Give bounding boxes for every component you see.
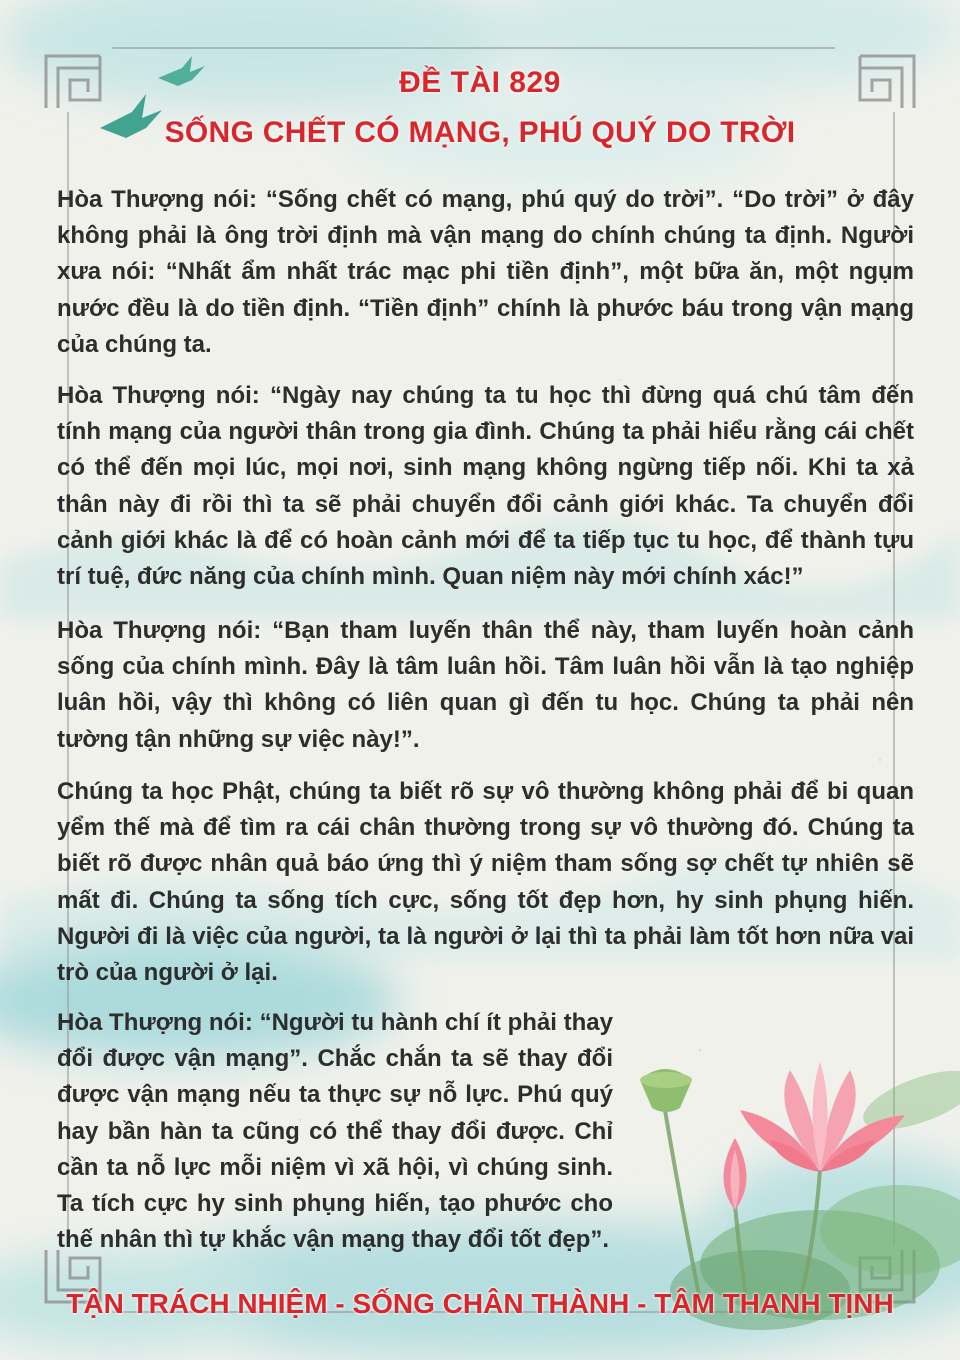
lotus-seed-pod-icon (640, 1069, 692, 1112)
lotus-bud-icon (724, 1138, 747, 1210)
paragraph-4: Chúng ta học Phật, chúng ta biết rõ sự vô thường không phải để bi quan yểm thế mà để tìm ra cái chân thường trong sự vô thường đó. Chúng ta biết rõ được nhân quả báo ứng thì ý niệm tham sống sợ chết tự nhiên sẽ mất đi. Chúng ta sống tích cực, sống tốt đẹp hơn, hy sinh phụng hiến. Người đi là việc của người, ta là người ở lại thì ta phải làm tốt hơn nữa vai trò của người ở lại. (57, 778, 914, 987)
paragraph-5: Hòa Thượng nói: “Người tu hành chí ít phải thay đổi được vận mạng”. Chắc chắn ta sẽ thay đổi được vận mạng nếu ta thực sự nỗ lực. Phú quý hay bần hàn ta cũng có thể thay đổi được. Chỉ cần ta nỗ lực mỗi niệm vì xã hội, vì chúng sinh. Ta tích cực hy sinh phụng hiến, tạo phước cho thế nhân thì tự khắc vận mạng thay đổi tốt đẹp”. (57, 1009, 613, 1254)
paragraph-2: Hòa Thượng nói: “Ngày nay chúng ta tu học thì đừng quá chú tâm đến tính mạng của người thân trong gia đình. Chúng ta phải hiểu rằng cái chết có thể đến mọi lúc, mọi nơi, sinh mạng không ngừng tiếp nối. Khi ta xả thân này đi rồi thì ta sẽ phải chuyển đổi cảnh giới khác. Ta chuyển đổi cảnh giới khác là để có hoàn cảnh mới để ta tiếp tục tu học, để thành tựu trí tuệ, đức năng của chính mình. Quan niệm này mới chính xác!” (57, 382, 914, 591)
topic-main-title: SỐNG CHẾT CÓ MẠNG, PHÚ QUÝ DO TRỜI (164, 116, 796, 149)
topic-number-title: ĐỀ TÀI 829 (399, 66, 561, 99)
paragraph-1: Hòa Thượng nói: “Sống chết có mạng, phú quý do trời”. “Do trời” ở đây không phải là ông trời định mà vận mạng do chính chúng ta định. Người xưa nói: “Nhất ẩm nhất trác mạc phi tiền định”, một bữa ăn, một ngụm nước đều là do tiền định. “Tiền định” chính là phước báu trong vận mạng của chúng ta. (57, 186, 914, 358)
paragraph-3: Hòa Thượng nói: “Bạn tham luyến thân thể này, tham luyến hoàn cảnh sống của chính mình. Đây là tâm luân hồi. Tâm luân hồi vẫn là tạo nghiệp luân hồi, vậy thì không có liên quan gì đến tu học. Chúng ta phải nên tường tận những sự việc này!”. (57, 617, 914, 753)
footer-slogan: TẬN TRÁCH NHIỆM - SỐNG CHÂN THÀNH - TÂM THANH TỊNH (66, 1288, 894, 1319)
